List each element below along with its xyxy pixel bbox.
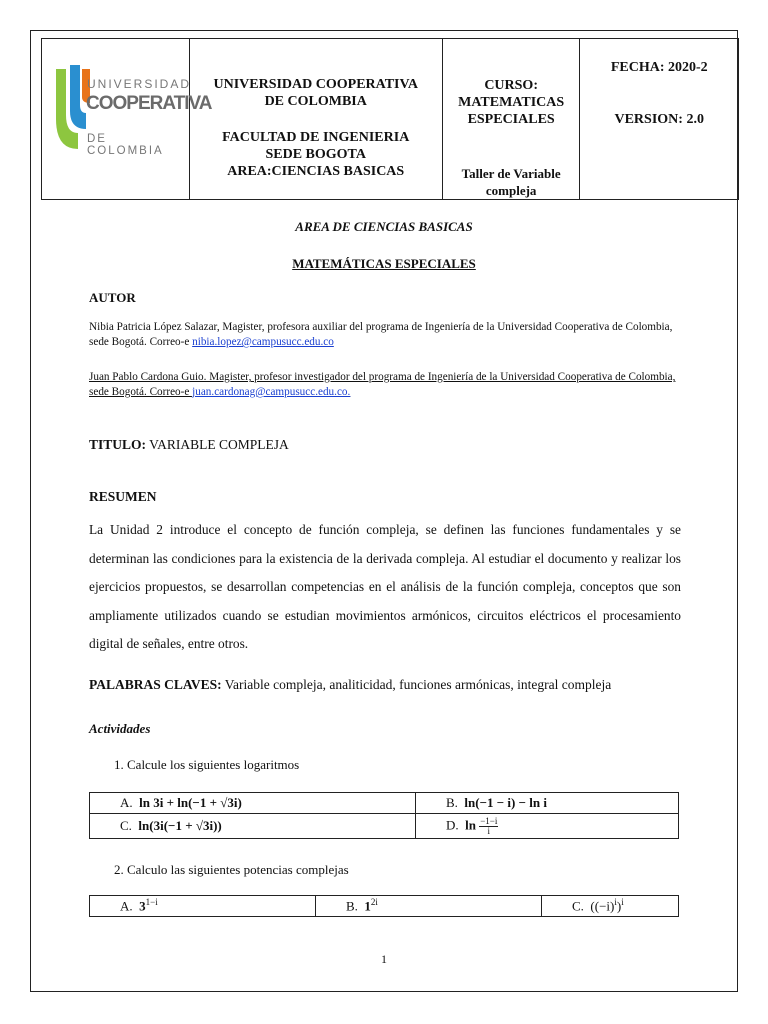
date-label: FECHA: 2020-2 xyxy=(610,60,708,75)
palabras-label: PALABRAS CLAVES: xyxy=(89,677,222,692)
course-cell xyxy=(443,39,581,199)
workshop-line: Taller de Variable xyxy=(461,166,561,181)
palabras-line xyxy=(89,677,611,693)
area-title: AREA DE CIENCIAS BASICAS xyxy=(295,219,473,234)
date-version-cell xyxy=(580,39,738,199)
logo-line-3: DE COLOMBIA xyxy=(87,133,164,157)
actividades-heading: Actividades xyxy=(89,721,151,736)
author-2-email-link[interactable]: juan.cardonag@campusucc.edu.co. xyxy=(192,386,351,398)
power-table xyxy=(89,895,679,917)
exercise-1-prompt: 1. Calcule los siguientes logaritmos xyxy=(114,757,300,772)
logo-line-1: UNIVERSIDAD xyxy=(87,77,192,91)
institution-line: SEDE BOGOTA xyxy=(265,147,366,162)
institution-line: UNIVERSIDAD COOPERATIVA xyxy=(213,77,418,92)
course-line: MATEMATICAS xyxy=(458,95,565,110)
autor-heading: AUTOR xyxy=(89,290,136,305)
course-line: ESPECIALES xyxy=(467,112,555,127)
workshop-line: compleja xyxy=(485,183,537,198)
power-cell-b: B. $1^{2i}$ xyxy=(316,896,542,917)
author-2-text: Juan Pablo Cardona Guio. Magister, profesor investigador del programa de Ingeniería de la Universidad Cooperativa de Colombia, sede Bogotá. Correo-e xyxy=(89,371,676,398)
table-row xyxy=(90,793,679,814)
institution-cell xyxy=(190,39,443,199)
header-table xyxy=(41,38,739,200)
author-1-email-link[interactable]: nibia.lopez@campusucc.edu.co xyxy=(192,336,334,348)
page-number: 1 xyxy=(381,952,387,966)
log-cell-a: A. ln 3i + ln(−1 + √3i) xyxy=(90,793,416,814)
course-line: CURSO: xyxy=(484,78,538,93)
log-table xyxy=(89,792,679,839)
log-cell-d: D. ln $\frac{-1-i}{i}$ xyxy=(416,814,679,839)
power-cell-c: C. $((-i)^i)^i$ xyxy=(542,896,679,917)
log-cell-b: B. ln(−1 − i) − ln i xyxy=(416,793,679,814)
log-cell-c: C. ln(3i(−1 + √3i)) xyxy=(90,814,416,839)
version-label: VERSION: 2.0 xyxy=(614,112,704,127)
author-1 xyxy=(89,320,689,350)
table-row xyxy=(90,814,679,839)
palabras-value: Variable compleja, analiticidad, funciones armónicas, integral compleja xyxy=(224,677,612,692)
titulo-value: VARIABLE COMPLEJA xyxy=(149,437,289,452)
titulo-line xyxy=(89,437,289,453)
institution-line: AREA:CIENCIAS BASICAS xyxy=(227,164,405,179)
author-2 xyxy=(89,370,689,400)
exercise-2-prompt: 2. Calculo las siguientes potencias complejas xyxy=(114,862,349,877)
resumen-heading: RESUMEN xyxy=(89,489,157,504)
subject-title: MATEMÁTICAS ESPECIALES xyxy=(292,256,476,271)
institution-line: FACULTAD DE INGENIERIA xyxy=(222,130,410,145)
math-expr: ln(−1 − i) − ln i xyxy=(464,795,547,810)
power-cell-a: A. $3^{1-i}$ xyxy=(90,896,316,917)
math-expr: ln(3i(−1 + √3i)) xyxy=(138,818,222,833)
resumen-paragraph: La Unidad 2 introduce el concepto de función compleja, se definen las funciones fundamentales y se determinan las condiciones para la existencia de la derivada compleja. Al estudiar el documento y realizar los ejercicios propuestos, se desarrollan competencias en el análisis de la función compleja, conceptos que son ampliamente utilizados cuando se estudian movimientos armónicos, circuitos eléctricos el procesamiento digital de señales, entre otros. xyxy=(89,522,681,651)
math-expr: ln 3i + ln(−1 + √3i) xyxy=(139,795,242,810)
titulo-label: TITULO: xyxy=(89,437,147,452)
logo-cell xyxy=(42,39,212,199)
institution-line: DE COLOMBIA xyxy=(264,94,367,109)
table-row xyxy=(90,896,679,917)
fraction: $\frac{-1-i}{i}$ xyxy=(480,815,498,836)
logo-line-2: COOPERATIVA xyxy=(86,93,212,114)
author-1-text: Nibia Patricia López Salazar, Magister, profesora auxiliar del programa de Ingeniería de la Universidad Cooperativa de Colombia, sede Bogotá. Correo-e xyxy=(89,321,673,348)
